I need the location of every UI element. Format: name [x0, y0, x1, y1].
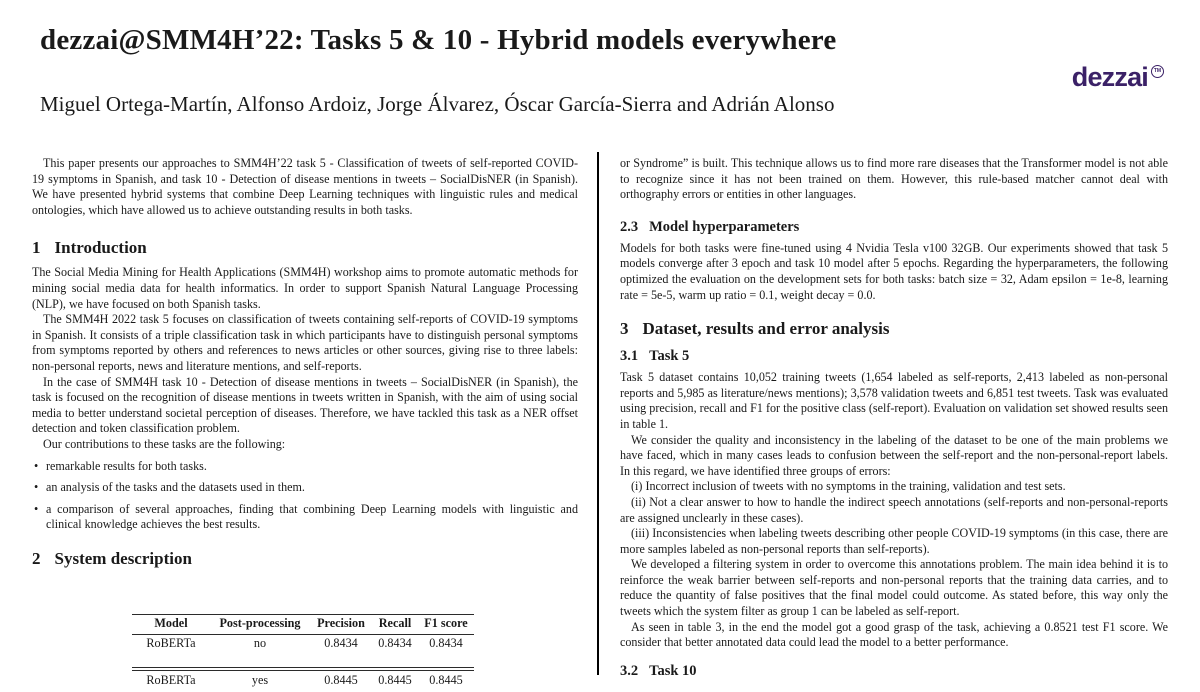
table-gap [132, 655, 474, 667]
task5-paragraph-2: We consider the quality and inconsistency in the labeling of the dataset to be one of the main problems we have faced, which in many cases leads to confusion between the self-report and the non-personal-report labels. In this regard, we have identified three groups of errors: [620, 432, 1168, 478]
list-item-text: a comparison of several approaches, finding that combining Deep Learning models with linguistic and clinical knowledge achieves the best results. [46, 501, 578, 532]
section-3-1-heading [620, 348, 1168, 364]
section-2-heading [32, 549, 578, 568]
task5-paragraph-4: As seen in table 3, in the end the model got a good grasp of the task, achieving a 0.8521 test F1 score. We consider that better annotated data could lead the model to a better performance. [620, 619, 1168, 650]
cell-precision: 0.8445 [324, 673, 358, 688]
table-header-row [132, 615, 474, 635]
list-item-text: an analysis of the tasks and the datasets used in them. [46, 480, 305, 495]
col-header-model: Model [154, 615, 188, 630]
list-item-text: remarkable results for both tasks. [46, 458, 207, 473]
section-title: System description [54, 548, 192, 568]
list-item [32, 459, 578, 475]
column-divider-rule [597, 152, 599, 675]
trademark-icon: TM [1151, 65, 1164, 78]
bullet-icon: • [34, 458, 39, 473]
section-2-3-heading [620, 219, 1168, 235]
paper-authors: Miguel Ortega-Martín, Alfonso Ardoiz, Jorge Álvarez, Óscar García-Sierra and Adrián Alonso [40, 92, 835, 116]
col-header-precision: Precision [317, 615, 365, 630]
bullet-icon: • [34, 480, 39, 495]
col-header-f1: F1 score [424, 615, 468, 630]
intro-paragraph-3: In the case of SMM4H task 10 - Detection of disease mentions in tweets – SocialDisNER (in Spanish), the task is focused on the recognition of disease mentions in tweets written in Spanish, with the aim of using social media to better understand societal perception of diseases. Therefore, we have tackled this task as a NER offset detection and token classification problem. [32, 374, 578, 436]
section-number: 2 [32, 548, 41, 568]
section-number: 1 [32, 238, 41, 258]
right-column [620, 156, 1168, 679]
section-title: Task 5 [649, 348, 690, 365]
dezzai-logo [1072, 62, 1164, 93]
hyperparameters-paragraph: Models for both tasks were fine-tuned using 4 Nvidia Tesla v100 32GB. Our experiments showed that task 5 models converge after 3 epoch and task 10 model after 5 epochs. Regarding the hyperparameters, the following optimized the evaluation on the development sets for both tasks: batch size = 32, Adam epsilon = 1e-8, learning rate = 5e-5, warm up ratio = 0.1, weight decay = 0.0. [620, 240, 1168, 302]
table-double-rule [132, 667, 474, 671]
section-1-heading [32, 238, 578, 257]
cell-model: RoBERTa [146, 673, 196, 688]
cell-post: no [253, 636, 267, 651]
col-header-recall: Recall [378, 615, 412, 630]
section-3-heading [620, 319, 1168, 338]
table-row [132, 635, 474, 655]
cell-post: yes [251, 673, 269, 688]
list-item [32, 502, 578, 533]
section-3-2-heading [620, 663, 1168, 679]
list-item [32, 480, 578, 496]
bullet-icon: • [34, 501, 39, 516]
task5-paragraph-1: Task 5 dataset contains 10,052 training tweets (1,654 labeled as self-reports, 2,413 labeled as non-personal reports and 5,985 as literature/news mentions); 3,578 validation tweets and 6,851 test tweets. Task was evaluated using precision, recall and F1 for the positive class (self-report). Evaluation on validation set showed results seen in table 1. [620, 370, 1168, 431]
intro-paragraph-4: Our contributions to these tasks are the following: [43, 436, 286, 451]
error-item-i: (i) Incorrect inclusion of tweets with no symptoms in the training, validation and test sets. [631, 479, 1066, 494]
task5-paragraph-3: We developed a filtering system in order to overcome this annotations problem. The main idea behind it is to reinforce the weak barrier between self-reports and non-personal reports that the training data carries, and to reduce the quantity of false positives that the final model could outcome. As stated before, this way only the tweets which the system filter as group 1 can be labeled as self-report. [620, 557, 1168, 619]
cell-f1: 0.8434 [429, 636, 463, 651]
continuation-paragraph: or Syndrome” is built. This technique allows us to find more rare diseases that the Transformer model is not able to recognize since it has not been trained on them. However, this rule-based matcher cannot deal with orthography errors or entities in other languages. [620, 156, 1168, 202]
error-item-ii: (ii) Not a clear answer to how to handle the indirect speech annotations (self-reports and non-personal-reports are assigned unclearly in these cases). [620, 494, 1168, 525]
dezzai-logo-text: dezzai [1071, 62, 1148, 92]
results-table [132, 614, 474, 692]
section-number: 3 [620, 319, 629, 339]
section-number: 3.1 [620, 348, 639, 365]
table-row [132, 672, 474, 692]
intro-paragraph-2: The SMM4H 2022 task 5 focuses on classification of tweets containing self-reports of COVID-19 symptoms in Spanish. It consists of a triple classification task in which participants have to distinguish personal symptoms from symptoms reported by others and references to news articles or other sources, giving rise to three labels: non-personal reports, news and literature mentions, and self-reports. [32, 312, 578, 373]
left-column [32, 156, 578, 692]
section-title: Model hyperparameters [649, 218, 800, 235]
section-title: Dataset, results and error analysis [642, 319, 890, 339]
abstract-paragraph: This paper presents our approaches to SMM4H’22 task 5 - Classification of tweets of self-reported COVID-19 symptoms in Spanish, and task 10 - Detection of disease mentions in tweets – SocialDisNER (in Spanish). We have presented hybrid systems that combine Deep Learning techniques with linguistic rules and medical ontologies, which have allowed us to achieve outstanding results in both tasks. [32, 156, 578, 217]
section-number: 2.3 [620, 218, 639, 235]
section-number: 3.2 [620, 662, 639, 679]
cell-recall: 0.8445 [378, 673, 412, 688]
paper-title: dezzai@SMM4H’22: Tasks 5 & 10 - Hybrid models everywhere [40, 24, 837, 56]
col-header-postprocessing: Post-processing [219, 615, 301, 630]
section-title: Introduction [54, 238, 147, 258]
contributions-list [32, 459, 578, 533]
intro-paragraph-1: The Social Media Mining for Health Applications (SMM4H) workshop aims to promote automatic methods for mining social media data for health informatics. In order to support Spanish Natural Language Processing (NLP), we have focused on both Spanish tasks. [32, 265, 578, 311]
cell-model: RoBERTa [146, 636, 196, 651]
cell-f1: 0.8445 [429, 673, 463, 688]
cell-recall: 0.8434 [378, 636, 412, 651]
error-item-iii: (iii) Inconsistencies when labeling tweets describing other people COVID-19 symptoms (in this case, there are more samples labeled as non-personal reports than self-reports). [620, 526, 1168, 556]
cell-precision: 0.8434 [324, 636, 358, 651]
section-title: Task 10 [649, 662, 697, 679]
